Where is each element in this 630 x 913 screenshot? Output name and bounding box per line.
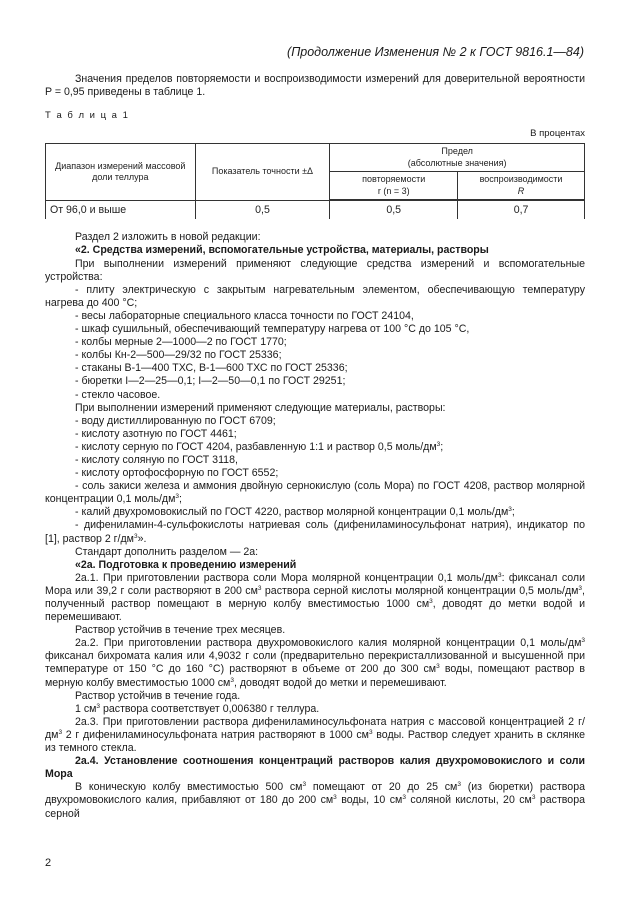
header-reproducibility: воспроизводимости R [458,172,585,201]
list-item: - дифениламин-4-сульфокислоты натриевая соль (дифениламиносульфонат натрия), индикатор по [1], раствор 2 $г/дм^3$». [45,519,585,545]
header-accuracy: Показатель точности ±Δ [195,144,330,201]
page-number: 2 [45,857,52,869]
list-item: - шкаф сушильный, обеспечивающий температуру нагрева от 100 °С до 105 °С, [75,323,470,336]
table-row [46,200,585,219]
cell-range: От 96,0 и выше [46,200,196,219]
list-item: - калий двухромовокислый по ГОСТ 4220, раствор молярной концентрации 0,1 моль/$дм^3$; [75,506,515,519]
document-body [45,73,585,821]
section-heading-2: «2. Средства измерений, вспомогательные устройства, материалы, растворы [75,244,489,257]
text-line: Раздел 2 изложить в новой редакции: [75,231,261,244]
table-1 [45,143,585,219]
text-line: При выполнении измерений применяют следующие материалы, растворы: [75,401,446,414]
cell-reproducibility: 0,7 [458,200,585,219]
list-item: - воду дистиллированную по ГОСТ 6709; [75,414,276,427]
text-line: 1 $см^3$ раствора соответствует 0,006380 г теллура. [75,702,320,715]
section-heading-2a4: 2а.4. Установление соотношения концентраций растворов калия двухромовокислого и соли Мора [45,755,585,781]
table-label: Т а б л и ц а 1 [45,110,130,122]
header-limit: Предел (абсолютные значения) [330,144,585,172]
paragraph: В коническую колбу вместимостью 500 $см^3$ помещают от 20 до 25 $см^3$ (из бюретки) раствора двухромовокислого калия, прибавляют от 180 до 200 $см^3$ воды, 10 $см^3$ соляной кислоты, 20 $см^3$ раствора серной [45,781,585,820]
list-item: - колбы мерные 2—1000—2 по ГОСТ 1770; [75,336,287,349]
intro-paragraph: Значения пределов повторяемости и воспроизводимости измерений для доверительной вероятности P = 0,95 приведены в таблице 1. [45,73,585,99]
cell-repeatability: 0,5 [330,200,458,219]
list-item: - кислоту ортофосфорную по ГОСТ 6552; [75,467,279,480]
list-item: - кислоту серную по ГОСТ 4204, разбавленную 1:1 и раствор 0,5 моль/$дм^3$; [75,440,444,453]
text-line: Раствор устойчив в течение трех месяцев. [75,624,286,637]
header-repeatability: повторяемости r (n = 3) [330,172,458,201]
list-item: - колбы Кн-2—500—29/32 по ГОСТ 25336; [75,349,282,362]
list-item: - стаканы В-1—400 ТХС, В-1—600 ТХС по ГОСТ 25336; [75,362,348,375]
paragraph: 2а.2. При приготовлении раствора двухромовокислого калия молярной концентрации 0,1 моль/$дм^3$ фиксанал бихромата калия или 4,9032 г соли (предварительно перекристаллизованной и высушенной при температуре от 150 °С до 160 °С) растворяют в объеме от 200 до 300 $см^3$ воды, помещают раствор в мерную колбу вместимостью 1000 $см^3$, доводят водой до метки и перемешивают. [45,637,585,689]
paragraph: 2а.1. При приготовлении раствора соли Мора молярной концентрации 0,1 моль/$дм^3$: фиксанал соли Мора или 39,2 г соли растворяют в 200 $см^3$ раствора серной кислоты молярной концентрации 0,5 моль/$дм^3$, полученный раствор помещают в мерную колбу вместимостью 1000 $см^3$, доводят до метки водой и перемешивают. [45,571,585,624]
section-heading-2a: «2а. Подготовка к проведению измерений [75,558,297,571]
list-item: - весы лабораторные специального класса точности по ГОСТ 24104, [75,309,414,322]
list-item: - плиту электрическую с закрытым нагревательным элементом, обеспечивающую температуру нагрева до 400 °С; [45,283,585,309]
list-item: - бюретки I—2—25—0,1; I—2—50—0,1 по ГОСТ 29251; [75,375,346,388]
cell-accuracy: 0,5 [195,200,330,219]
page-header: (Продолжение Изменения № 2 к ГОСТ 9816.1—84) [287,45,584,59]
header-range: Диапазон измерений массовой доли теллура [46,144,196,201]
list-item: - стекло часовое. [75,388,161,401]
table-units: В процентах [530,128,585,140]
paragraph: 2а.3. При приготовлении раствора дифениламиносульфоната натрия с массовой концентрацией 2 $г/дм^3$ 2 г дифениламиносульфоната натрия растворяют в 1000 $см^3$ воды. Раствор следует хранить в склянке из темного стекла. [45,715,585,755]
text-line: Стандарт дополнить разделом — 2а: [75,545,259,558]
list-item: - кислоту соляную по ГОСТ 3118, [75,453,238,466]
text-line: При выполнении измерений применяют следующие средства измерений и вспомогательные устройства: [45,257,585,283]
text-line: Раствор устойчив в течение года. [75,689,241,702]
list-item: - соль закиси железа и аммония двойную сернокислую (соль Мора) по ГОСТ 4208, раствор молярной концентрации 0,1 моль/$дм^3$; [45,480,585,506]
list-item: - кислоту азотную по ГОСТ 4461; [75,427,237,440]
